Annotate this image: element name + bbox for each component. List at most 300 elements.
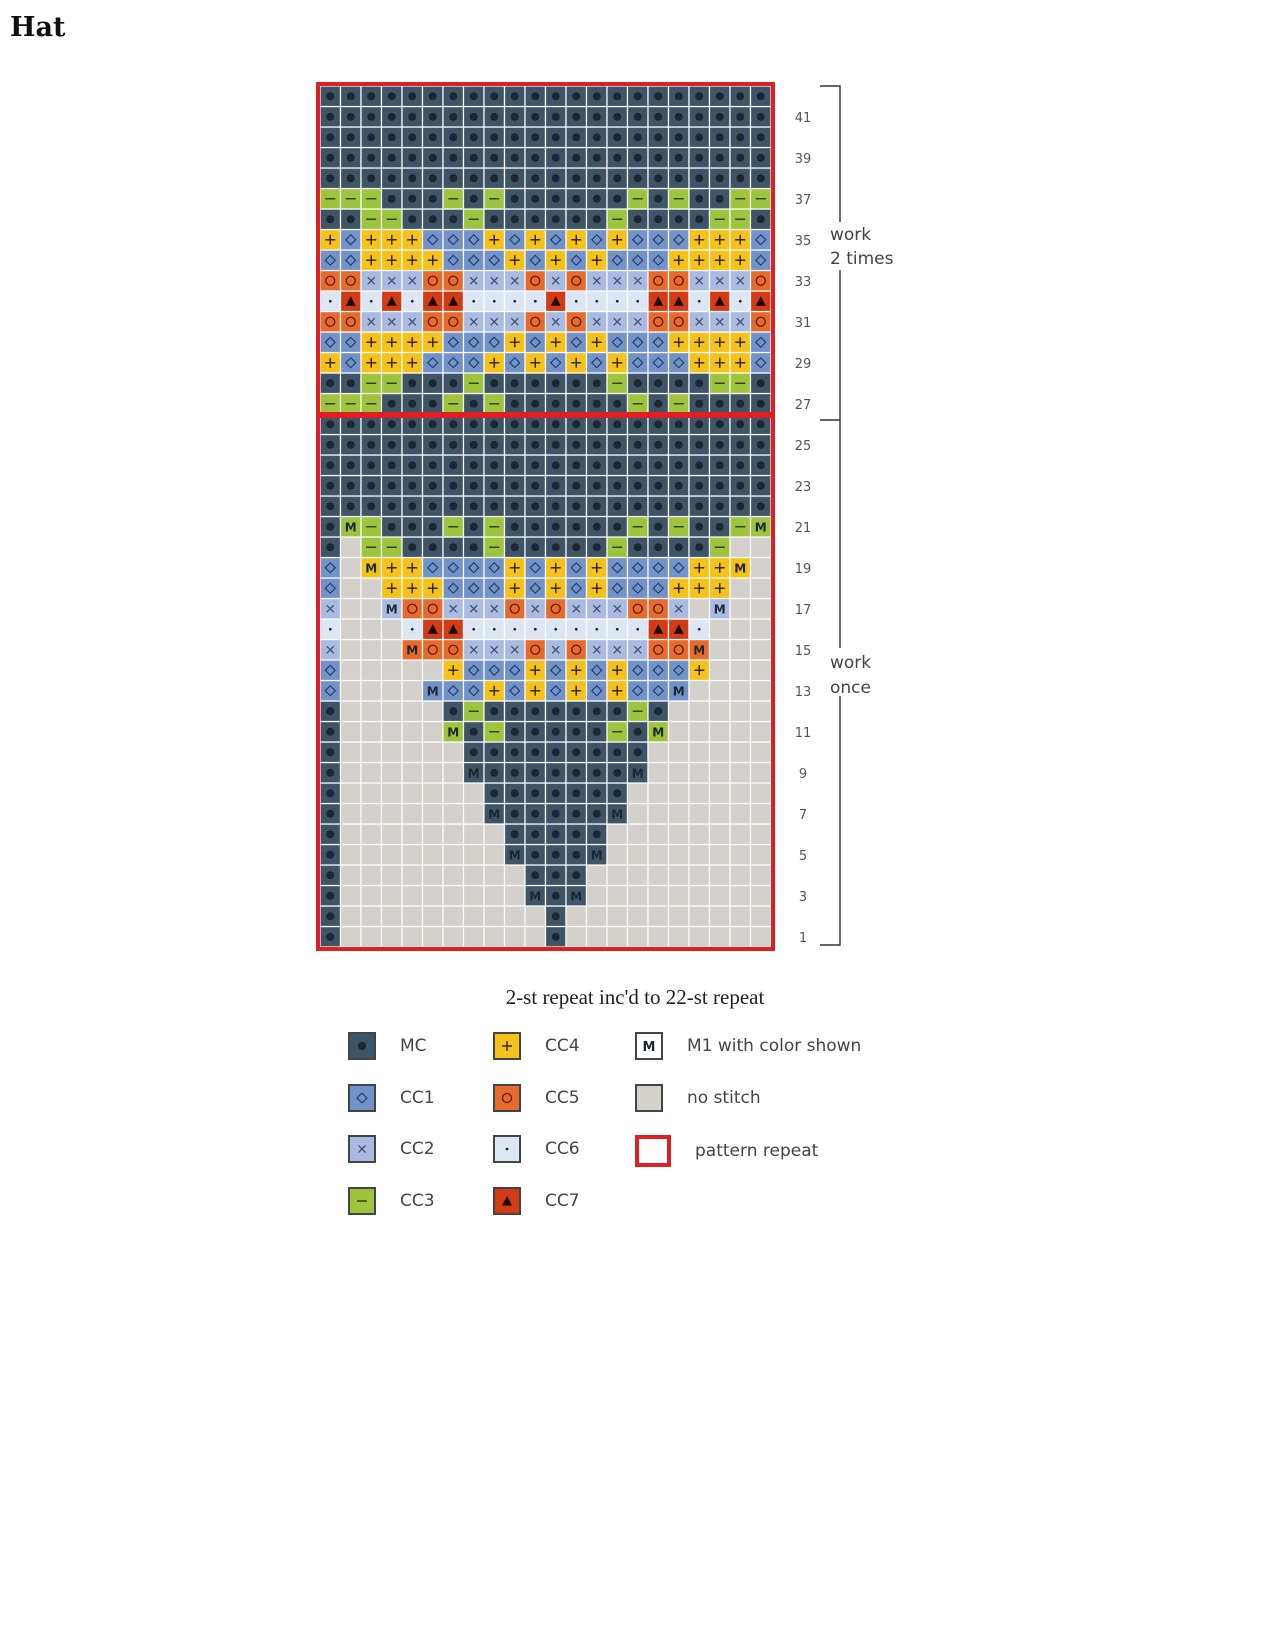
chart-cell-r32-c15-symbol — [616, 300, 619, 303]
chart-cell-r38-c6 — [423, 168, 444, 189]
chart-cell-r25-c10 — [505, 435, 526, 456]
chart-cell-r24-c12-symbol — [552, 461, 560, 469]
chart-cell-r27-c21-symbol — [736, 400, 744, 408]
chart-cell-r20-c2 — [341, 537, 362, 558]
chart-cell-r7-c12 — [546, 804, 567, 825]
chart-cell-r14-c17 — [648, 660, 669, 681]
chart-cell-r23-c13 — [566, 476, 587, 497]
chart-cell-r39-c18-symbol — [675, 154, 683, 162]
chart-cell-r27-c20-symbol — [716, 400, 724, 408]
chart-cell-r15-c19-m1-symbol: M — [693, 643, 706, 658]
chart-cell-r13-c8 — [464, 681, 485, 702]
chart-cell-r23-c14 — [587, 476, 608, 497]
chart-cell-r28-c13-symbol — [572, 379, 580, 387]
chart-cell-r9-c8 — [464, 763, 485, 784]
chart-cell-r32-c20 — [710, 291, 731, 312]
row-label-35: 35 — [794, 233, 812, 249]
chart-cell-r33-c1 — [320, 271, 341, 292]
chart-cell-r6-c18 — [669, 824, 690, 845]
chart-cell-r13-c16 — [628, 681, 649, 702]
chart-cell-r41-c10-symbol — [511, 113, 519, 121]
chart-cell-r40-c12-symbol — [552, 133, 560, 141]
chart-cell-r5-c7 — [443, 845, 464, 866]
chart-cell-r29-c15 — [607, 353, 628, 374]
chart-cell-r31-c9 — [484, 312, 505, 333]
chart-cell-r4-c16 — [628, 865, 649, 886]
legend-label-cc5: CC5 — [545, 1088, 580, 1108]
chart-cell-r28-c10 — [505, 373, 526, 394]
chart-cell-r9-c1-symbol — [326, 769, 334, 777]
chart-cell-r27-c5 — [402, 394, 423, 415]
chart-cell-r1-c19 — [689, 927, 710, 948]
chart-cell-r23-c14-symbol — [593, 482, 601, 490]
chart-cell-r24-c20 — [710, 455, 731, 476]
chart-cell-r21-c3 — [361, 517, 382, 538]
legend-item-repeat — [635, 1135, 818, 1167]
chart-cell-r9-c16-m1-symbol: M — [631, 766, 644, 781]
chart-cell-r20-c18 — [669, 537, 690, 558]
chart-cell-r20-c18-symbol — [675, 543, 683, 551]
chart-cell-r13-c18 — [669, 681, 690, 702]
chart-cell-r10-c17 — [648, 742, 669, 763]
chart-cell-r11-c7-m1-symbol: M — [447, 725, 460, 740]
chart-cell-r22-c8 — [464, 496, 485, 517]
chart-cell-r19-c3-m1-symbol: M — [365, 561, 378, 576]
chart-cell-r10-c2 — [341, 742, 362, 763]
chart-cell-r10-c11 — [525, 742, 546, 763]
chart-cell-r34-c7 — [443, 250, 464, 271]
chart-cell-r21-c8-symbol — [470, 523, 478, 531]
chart-cell-r5-c12 — [546, 845, 567, 866]
chart-cell-r3-c6 — [423, 886, 444, 907]
chart-cell-r25-c12-symbol — [552, 441, 560, 449]
chart-cell-r18-c20 — [710, 578, 731, 599]
chart-cell-r38-c8-symbol — [470, 174, 478, 182]
chart-cell-r16-c18 — [669, 619, 690, 640]
svg-text:M: M — [642, 1040, 656, 1055]
chart-cell-r7-c22 — [751, 804, 772, 825]
chart-cell-r28-c7 — [443, 373, 464, 394]
chart-cell-r24-c11 — [525, 455, 546, 476]
chart-cell-r33-c9 — [484, 271, 505, 292]
chart-cell-r26-c14-symbol — [593, 420, 601, 428]
chart-cell-r22-c17 — [648, 496, 669, 517]
chart-cell-r7-c15 — [607, 804, 628, 825]
chart-cell-r38-c21 — [730, 168, 751, 189]
chart-cell-r24-c3-symbol — [367, 461, 375, 469]
chart-cell-r28-c7-symbol — [449, 379, 457, 387]
chart-cell-r7-c20 — [710, 804, 731, 825]
chart-cell-r18-c12 — [546, 578, 567, 599]
chart-cell-r32-c11-symbol — [534, 300, 537, 303]
chart-cell-r18-c22 — [751, 578, 772, 599]
chart-cell-r24-c21-symbol — [736, 461, 744, 469]
chart-cell-r22-c2 — [341, 496, 362, 517]
chart-cell-r28-c5 — [402, 373, 423, 394]
chart-cell-r15-c13 — [566, 640, 587, 661]
chart-cell-r21-c8 — [464, 517, 485, 538]
chart-cell-r11-c8-symbol — [470, 728, 478, 736]
chart-cell-r9-c11 — [525, 763, 546, 784]
chart-cell-r11-c14 — [587, 722, 608, 743]
chart-cell-r40-c21 — [730, 127, 751, 148]
chart-cell-r17-c13 — [566, 599, 587, 620]
chart-cell-r8-c11 — [525, 783, 546, 804]
chart-cell-r35-c6 — [423, 230, 444, 251]
chart-cell-r35-c21 — [730, 230, 751, 251]
chart-cell-r7-c3 — [361, 804, 382, 825]
chart-cell-r23-c5 — [402, 476, 423, 497]
chart-cell-r7-c5 — [402, 804, 423, 825]
chart-cell-r35-c8 — [464, 230, 485, 251]
chart-cell-r6-c13-symbol — [572, 830, 580, 838]
chart-cell-r40-c1-symbol — [326, 133, 334, 141]
chart-cell-r3-c12-symbol — [552, 892, 560, 900]
legend-label-repeat: pattern repeat — [695, 1141, 819, 1161]
chart-cell-r38-c14 — [587, 168, 608, 189]
chart-cell-r41-c18 — [669, 107, 690, 128]
chart-cell-r11-c17 — [648, 722, 669, 743]
chart-cell-r28-c9 — [484, 373, 505, 394]
chart-cell-r27-c12 — [546, 394, 567, 415]
chart-cell-r37-c11-symbol — [531, 195, 539, 203]
chart-cell-r34-c18 — [669, 250, 690, 271]
chart-cell-r32-c1 — [320, 291, 341, 312]
chart-cell-r28-c17 — [648, 373, 669, 394]
chart-cell-r22-c7 — [443, 496, 464, 517]
chart-cell-r26-c2-symbol — [347, 420, 355, 428]
chart-cell-r35-c1 — [320, 230, 341, 251]
chart-cell-r9-c1 — [320, 763, 341, 784]
chart-cell-r27-c6 — [423, 394, 444, 415]
chart-cell-r12-c15 — [607, 701, 628, 722]
chart-cell-r25-c4-symbol — [388, 441, 396, 449]
row-label-17: 17 — [794, 602, 812, 618]
chart-cell-r15-c16 — [628, 640, 649, 661]
chart-cell-r11-c9 — [484, 722, 505, 743]
chart-cell-r12-c19 — [689, 701, 710, 722]
chart-cell-r3-c17 — [648, 886, 669, 907]
chart-cell-r18-c17 — [648, 578, 669, 599]
chart-cell-r41-c6 — [423, 107, 444, 128]
chart-cell-r4-c13-symbol — [572, 871, 580, 879]
chart-cell-r21-c14-symbol — [593, 523, 601, 531]
chart-cell-r15-c14 — [587, 640, 608, 661]
chart-cell-r39-c22-symbol — [757, 154, 765, 162]
chart-cell-r32-c9-symbol — [493, 300, 496, 303]
chart-cell-r23-c9-symbol — [490, 482, 498, 490]
chart-cell-r40-c18-symbol — [675, 133, 683, 141]
chart-cell-r25-c14-symbol — [593, 441, 601, 449]
chart-cell-r5-c11-symbol — [531, 851, 539, 859]
chart-cell-r26-c7-symbol — [449, 420, 457, 428]
chart-cell-r2-c15 — [607, 906, 628, 927]
chart-cell-r12-c17-symbol — [654, 707, 662, 715]
chart-cell-r36-c14 — [587, 209, 608, 230]
chart-cell-r41-c17 — [648, 107, 669, 128]
chart-cell-r24-c17-symbol — [654, 461, 662, 469]
legend-cc4-symbol — [502, 1041, 512, 1051]
chart-cell-r13-c19 — [689, 681, 710, 702]
chart-cell-r28-c19-symbol — [695, 379, 703, 387]
chart-cell-r17-c3 — [361, 599, 382, 620]
chart-cell-r15-c7 — [443, 640, 464, 661]
chart-cell-r12-c14 — [587, 701, 608, 722]
chart-cell-r24-c21 — [730, 455, 751, 476]
chart-cell-r32-c4 — [382, 291, 403, 312]
chart-cell-r42-c10 — [505, 86, 526, 107]
chart-cell-r36-c1-symbol — [326, 215, 334, 223]
chart-cell-r37-c20-symbol — [716, 195, 724, 203]
chart-cell-r6-c16 — [628, 824, 649, 845]
chart-cell-r30-c9 — [484, 332, 505, 353]
chart-cell-r26-c3-symbol — [367, 420, 375, 428]
chart-cell-r40-c8 — [464, 127, 485, 148]
chart-cell-r22-c13 — [566, 496, 587, 517]
chart-cell-r20-c20 — [710, 537, 731, 558]
chart-cell-r19-c15 — [607, 558, 628, 579]
chart-cell-r41-c7-symbol — [449, 113, 457, 121]
chart-cell-r38-c22-symbol — [757, 174, 765, 182]
chart-cell-r38-c17 — [648, 168, 669, 189]
chart-cell-r34-c9 — [484, 250, 505, 271]
chart-cell-r42-c5 — [402, 86, 423, 107]
chart-cell-r21-c17-symbol — [654, 523, 662, 531]
chart-cell-r26-c13-symbol — [572, 420, 580, 428]
chart-cell-r16-c20 — [710, 619, 731, 640]
chart-cell-r11-c10-symbol — [511, 728, 519, 736]
chart-cell-r14-c19 — [689, 660, 710, 681]
chart-cell-r27-c19-symbol — [695, 400, 703, 408]
chart-cell-r3-c22 — [751, 886, 772, 907]
chart-cell-r2-c19 — [689, 906, 710, 927]
chart-cell-r22-c9-symbol — [490, 502, 498, 510]
chart-cell-r39-c14-symbol — [593, 154, 601, 162]
chart-cell-r20-c16 — [628, 537, 649, 558]
chart-cell-r24-c18-symbol — [675, 461, 683, 469]
chart-cell-r14-c12 — [546, 660, 567, 681]
chart-cell-r23-c21-symbol — [736, 482, 744, 490]
chart-cell-r7-c9 — [484, 804, 505, 825]
chart-cell-r36-c13 — [566, 209, 587, 230]
chart-cell-r24-c4-symbol — [388, 461, 396, 469]
chart-cell-r32-c10 — [505, 291, 526, 312]
chart-cell-r14-c4 — [382, 660, 403, 681]
chart-cell-r18-c15 — [607, 578, 628, 599]
chart-cell-r20-c7-symbol — [449, 543, 457, 551]
chart-cell-r14-c14 — [587, 660, 608, 681]
chart-cell-r23-c7 — [443, 476, 464, 497]
chart-cell-r22-c21 — [730, 496, 751, 517]
chart-cell-r20-c12 — [546, 537, 567, 558]
chart-cell-r35-c15 — [607, 230, 628, 251]
chart-cell-r17-c4 — [382, 599, 403, 620]
chart-cell-r24-c10-symbol — [511, 461, 519, 469]
chart-cell-r10-c16 — [628, 742, 649, 763]
chart-cell-r31-c14 — [587, 312, 608, 333]
chart-cell-r8-c21 — [730, 783, 751, 804]
chart-cell-r8-c17 — [648, 783, 669, 804]
chart-cell-r38-c11-symbol — [531, 174, 539, 182]
chart-cell-r39-c11-symbol — [531, 154, 539, 162]
legend-swatch-cc5-circle-icon — [493, 1084, 521, 1112]
chart-cell-r39-c19-symbol — [695, 154, 703, 162]
chart-cell-r3-c11 — [525, 886, 546, 907]
legend-swatch-cc2-cross-icon — [348, 1135, 376, 1163]
chart-cell-r36-c1 — [320, 209, 341, 230]
chart-cell-r41-c22 — [751, 107, 772, 128]
chart-cell-r6-c10 — [505, 824, 526, 845]
chart-cell-r1-c17 — [648, 927, 669, 948]
chart-cell-r37-c17-symbol — [654, 195, 662, 203]
chart-cell-r41-c14 — [587, 107, 608, 128]
chart-cell-r8-c7 — [443, 783, 464, 804]
chart-cell-r10-c3 — [361, 742, 382, 763]
chart-cell-r6-c11 — [525, 824, 546, 845]
chart-cell-r15-c21 — [730, 640, 751, 661]
chart-cell-r1-c8 — [464, 927, 485, 948]
chart-cell-r19-c18 — [669, 558, 690, 579]
chart-cell-r24-c2 — [341, 455, 362, 476]
chart-cell-r5-c12-symbol — [552, 851, 560, 859]
chart-cell-r29-c17 — [648, 353, 669, 374]
chart-cell-r9-c3 — [361, 763, 382, 784]
chart-cell-r35-c2 — [341, 230, 362, 251]
chart-cell-r28-c18-symbol — [675, 379, 683, 387]
chart-cell-r22-c9 — [484, 496, 505, 517]
chart-cell-r41-c8-symbol — [470, 113, 478, 121]
chart-cell-r3-c20 — [710, 886, 731, 907]
chart-cell-r40-c9-symbol — [490, 133, 498, 141]
chart-cell-r38-c19 — [689, 168, 710, 189]
chart-cell-r30-c17 — [648, 332, 669, 353]
chart-cell-r36-c2 — [341, 209, 362, 230]
legend-swatch-mc-dot-icon — [348, 1032, 376, 1060]
chart-cell-r35-c13 — [566, 230, 587, 251]
chart-cell-r13-c6 — [423, 681, 444, 702]
chart-cell-r26-c22-symbol — [757, 420, 765, 428]
chart-cell-r31-c20 — [710, 312, 731, 333]
chart-cell-r11-c1 — [320, 722, 341, 743]
chart-cell-r26-c10-symbol — [511, 420, 519, 428]
chart-cell-r18-c3 — [361, 578, 382, 599]
chart-cell-r16-c11 — [525, 619, 546, 640]
chart-cell-r35-c14 — [587, 230, 608, 251]
legend-item-cc3 — [348, 1187, 435, 1215]
chart-cell-r39-c13-symbol — [572, 154, 580, 162]
chart-cell-r11-c19 — [689, 722, 710, 743]
chart-cell-r4-c8 — [464, 865, 485, 886]
chart-cell-r35-c9 — [484, 230, 505, 251]
chart-cell-r38-c18-symbol — [675, 174, 683, 182]
chart-cell-r39-c13 — [566, 148, 587, 169]
chart-cell-r12-c7-symbol — [449, 707, 457, 715]
chart-cell-r11-c5 — [402, 722, 423, 743]
chart-cell-r7-c10 — [505, 804, 526, 825]
legend-label-cc2: CC2 — [400, 1139, 435, 1159]
chart-cell-r20-c21 — [730, 537, 751, 558]
chart-cell-r6-c14-symbol — [593, 830, 601, 838]
chart-cell-r26-c15-symbol — [613, 420, 621, 428]
row-label-15: 15 — [794, 643, 812, 659]
chart-cell-r36-c4 — [382, 209, 403, 230]
chart-cell-r37-c5 — [402, 189, 423, 210]
chart-cell-r24-c8-symbol — [470, 461, 478, 469]
chart-cell-r39-c21 — [730, 148, 751, 169]
chart-cell-r2-c7 — [443, 906, 464, 927]
chart-cell-r21-c21 — [730, 517, 751, 538]
chart-cell-r20-c17-symbol — [654, 543, 662, 551]
chart-cell-r31-c7 — [443, 312, 464, 333]
chart-cell-r32-c22 — [751, 291, 772, 312]
chart-cell-r26-c18-symbol — [675, 420, 683, 428]
chart-cell-r31-c19 — [689, 312, 710, 333]
chart-cell-r20-c11-symbol — [531, 543, 539, 551]
chart-cell-r15-c9 — [484, 640, 505, 661]
chart-cell-r27-c19 — [689, 394, 710, 415]
chart-cell-r32-c1-symbol — [329, 300, 332, 303]
chart-cell-r21-c11-symbol — [531, 523, 539, 531]
row-label-41: 41 — [794, 110, 812, 126]
chart-cell-r25-c2 — [341, 435, 362, 456]
chart-cell-r4-c18 — [669, 865, 690, 886]
chart-cell-r19-c19 — [689, 558, 710, 579]
chart-cell-r4-c9 — [484, 865, 505, 886]
chart-cell-r8-c16 — [628, 783, 649, 804]
chart-cell-r17-c20 — [710, 599, 731, 620]
chart-cell-r20-c7 — [443, 537, 464, 558]
chart-cell-r5-c8 — [464, 845, 485, 866]
chart-cell-r40-c22-symbol — [757, 133, 765, 141]
chart-cell-r8-c4 — [382, 783, 403, 804]
chart-cell-r10-c21 — [730, 742, 751, 763]
chart-cell-r41-c11-symbol — [531, 113, 539, 121]
chart-cell-r34-c12 — [546, 250, 567, 271]
chart-cell-r22-c16-symbol — [634, 502, 642, 510]
chart-cell-r41-c11 — [525, 107, 546, 128]
chart-cell-r16-c14 — [587, 619, 608, 640]
chart-cell-r34-c11 — [525, 250, 546, 271]
chart-cell-r22-c3-symbol — [367, 502, 375, 510]
row-number-labels — [795, 111, 812, 946]
chart-cell-r6-c1 — [320, 824, 341, 845]
chart-cell-r1-c11 — [525, 927, 546, 948]
chart-cell-r16-c10-symbol — [513, 628, 516, 631]
chart-legend — [348, 1032, 908, 1252]
chart-cell-r8-c13 — [566, 783, 587, 804]
chart-cell-r22-c6 — [423, 496, 444, 517]
chart-cell-r3-c9 — [484, 886, 505, 907]
chart-cell-r17-c4-m1-symbol: M — [385, 602, 398, 617]
chart-cell-r16-c8 — [464, 619, 485, 640]
chart-cell-r32-c5 — [402, 291, 423, 312]
chart-cell-r20-c17 — [648, 537, 669, 558]
chart-cell-r18-c13 — [566, 578, 587, 599]
chart-cell-r5-c20 — [710, 845, 731, 866]
chart-cell-r37-c6-symbol — [429, 195, 437, 203]
chart-cell-r26-c5-symbol — [408, 420, 416, 428]
chart-cell-r19-c14 — [587, 558, 608, 579]
chart-cell-r8-c2 — [341, 783, 362, 804]
chart-cell-r41-c9-symbol — [490, 113, 498, 121]
chart-cell-r25-c19-symbol — [695, 441, 703, 449]
chart-cell-r27-c8 — [464, 394, 485, 415]
chart-cell-r27-c10 — [505, 394, 526, 415]
chart-cell-r7-c16 — [628, 804, 649, 825]
chart-cell-r4-c4 — [382, 865, 403, 886]
chart-cell-r10-c15 — [607, 742, 628, 763]
chart-cell-r22-c10 — [505, 496, 526, 517]
